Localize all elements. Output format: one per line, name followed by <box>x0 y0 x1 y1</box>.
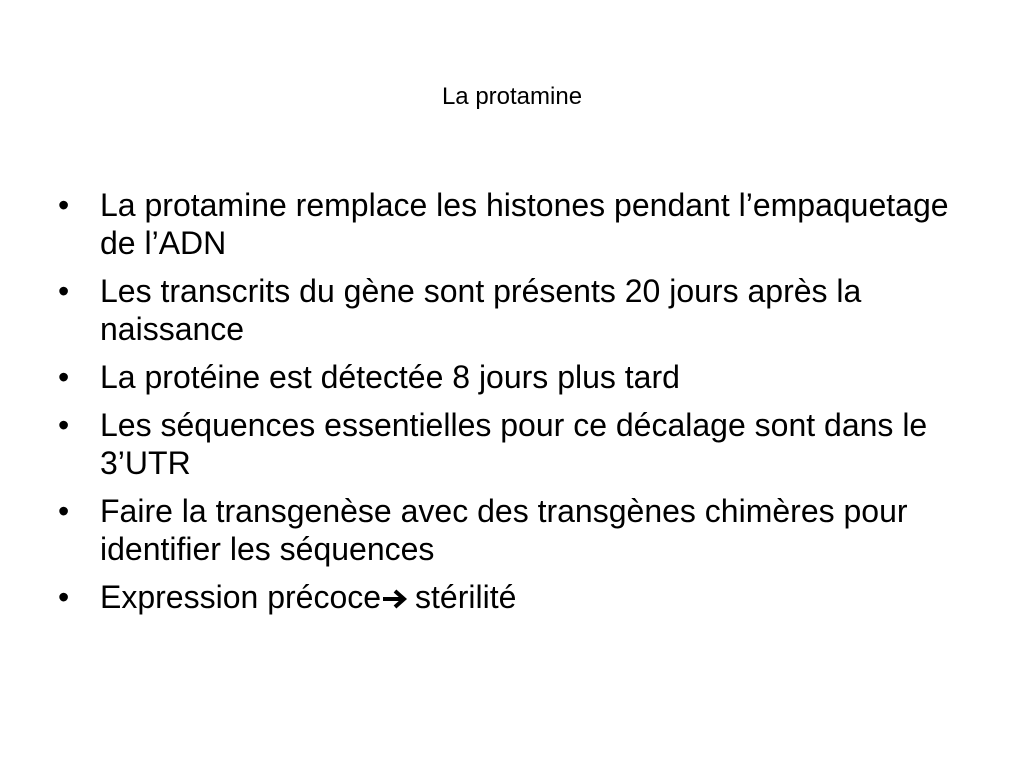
bullet-list <box>58 186 958 629</box>
bullet-text: La protéine est détectée 8 jours plus tard <box>100 359 680 395</box>
bullet-item <box>58 358 958 396</box>
bullet-item <box>58 492 958 568</box>
bullet-text: Les transcrits du gène sont présents 20 jours après la naissance <box>100 273 862 347</box>
bullet-text: La protamine remplace les histones pendant l’empaquetage de l’ADN <box>100 187 949 261</box>
bullet-marker: • <box>58 493 70 529</box>
bullet-item <box>58 406 958 482</box>
bullet-text: Faire la transgenèse avec des transgènes chimères pour identifier les séquences <box>100 493 908 567</box>
bullet-text-before: Expression précoce <box>100 579 382 615</box>
bullet-marker: • <box>58 273 70 309</box>
bullet-marker: • <box>58 187 70 223</box>
bullet-item <box>58 578 958 619</box>
bullet-text-after: stérilité <box>415 579 517 615</box>
bullet-item <box>58 272 958 348</box>
slide-title: La protamine <box>441 83 583 110</box>
bullet-text: Les séquences essentielles pour ce décalage sont dans le 3’UTR <box>100 407 928 481</box>
bullet-marker: • <box>58 359 70 395</box>
bullet-marker: • <box>58 407 70 443</box>
bullet-marker: • <box>58 579 70 615</box>
bullet-item <box>58 186 958 262</box>
right-arrow-icon <box>381 581 409 619</box>
